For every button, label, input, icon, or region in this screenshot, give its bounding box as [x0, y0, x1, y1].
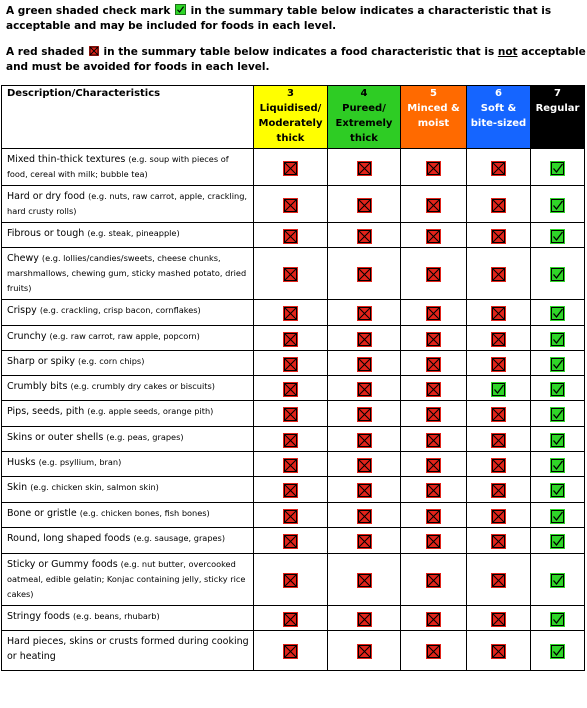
characteristic-name: Mixed thin-thick textures [7, 154, 129, 165]
characteristic-name: Hard or dry food [7, 191, 89, 202]
green-check-icon [550, 332, 565, 347]
green-check-icon [550, 612, 565, 627]
red-cross-icon [357, 161, 372, 176]
level-4-cell [328, 223, 401, 248]
red-cross-icon [426, 357, 441, 372]
red-cross-icon [491, 509, 506, 524]
level-6-cell [467, 631, 531, 671]
red-cross-icon [357, 509, 372, 524]
characteristic-description [2, 503, 254, 528]
table-row [2, 631, 585, 671]
level-5-cell [401, 503, 467, 528]
level-4-cell [328, 248, 401, 300]
table-row [2, 554, 585, 606]
level-3-cell [254, 401, 328, 427]
level-6-cell [467, 554, 531, 606]
intro-line-green [6, 4, 586, 34]
red-cross-icon [283, 612, 298, 627]
red-cross-icon [357, 332, 372, 347]
red-cross-icon [89, 46, 99, 56]
level-6-cell [467, 300, 531, 326]
characteristic-description [2, 477, 254, 503]
green-check-icon [550, 267, 565, 282]
red-cross-icon [357, 357, 372, 372]
green-check-icon [550, 407, 565, 422]
red-cross-icon [491, 483, 506, 498]
red-cross-icon [491, 458, 506, 473]
characteristic-name: Hard pieces, skins or crusts formed during cooking or heating [7, 636, 249, 662]
level-5-cell [401, 351, 467, 376]
characteristic-description [2, 248, 254, 300]
green-check-icon [550, 357, 565, 372]
table-row [2, 401, 585, 427]
red-cross-icon [283, 332, 298, 347]
header-level-5: 5 Minced & moist [401, 86, 467, 149]
level-4-cell [328, 452, 401, 477]
level-4-cell [328, 149, 401, 186]
characteristic-name: Crispy [7, 305, 40, 316]
red-cross-icon [426, 573, 441, 588]
characteristic-description [2, 149, 254, 186]
level-6-cell [467, 528, 531, 554]
red-cross-icon [357, 433, 372, 448]
level-3-cell [254, 223, 328, 248]
characteristic-examples: (e.g. steak, pineapple) [87, 228, 180, 238]
level-5-cell [401, 248, 467, 300]
red-cross-icon [426, 306, 441, 321]
characteristic-description [2, 554, 254, 606]
level-6-cell [467, 606, 531, 631]
red-cross-icon [283, 229, 298, 244]
green-check-icon [550, 382, 565, 397]
red-cross-icon [283, 458, 298, 473]
green-check-icon [550, 198, 565, 213]
level-5-cell [401, 452, 467, 477]
level-6-cell [467, 149, 531, 186]
level-5-cell [401, 326, 467, 351]
characteristic-name: Skin [7, 482, 31, 493]
red-cross-icon [357, 644, 372, 659]
red-cross-icon [357, 458, 372, 473]
level-4-cell [328, 631, 401, 671]
red-cross-icon [283, 161, 298, 176]
level-6-cell [467, 503, 531, 528]
level-6-cell [467, 401, 531, 427]
level-7-cell [531, 606, 585, 631]
red-cross-icon [426, 483, 441, 498]
red-cross-icon [491, 229, 506, 244]
characteristic-description [2, 528, 254, 554]
red-cross-icon [283, 534, 298, 549]
characteristic-examples: (e.g. raw carrot, raw apple, popcorn) [49, 331, 200, 341]
level-7-cell [531, 223, 585, 248]
level-4-cell [328, 528, 401, 554]
level-6-cell [467, 452, 531, 477]
level-6-cell [467, 376, 531, 401]
level-5-cell [401, 554, 467, 606]
red-cross-icon [426, 407, 441, 422]
level-3-cell [254, 503, 328, 528]
red-cross-icon [426, 458, 441, 473]
red-cross-icon [491, 612, 506, 627]
red-cross-icon [426, 534, 441, 549]
table-row [2, 326, 585, 351]
characteristic-description [2, 351, 254, 376]
level-5-cell [401, 528, 467, 554]
level-5-cell [401, 300, 467, 326]
red-cross-icon [357, 229, 372, 244]
characteristic-name: Stringy foods [7, 611, 73, 622]
red-cross-icon [491, 306, 506, 321]
green-check-icon [550, 458, 565, 473]
red-cross-icon [283, 483, 298, 498]
level-3-cell [254, 606, 328, 631]
level-7-cell [531, 376, 585, 401]
level-7-cell [531, 477, 585, 503]
characteristic-description [2, 427, 254, 452]
green-check-icon [550, 229, 565, 244]
green-check-icon [550, 433, 565, 448]
green-check-icon [550, 509, 565, 524]
red-cross-icon [357, 483, 372, 498]
red-cross-icon [283, 509, 298, 524]
level-7-cell [531, 503, 585, 528]
characteristic-examples: (e.g. crumbly dry cakes or biscuits) [70, 381, 215, 391]
table-row [2, 223, 585, 248]
level-5-cell [401, 427, 467, 452]
level-3-cell [254, 186, 328, 223]
characteristic-examples: (e.g. psyllium, bran) [38, 457, 122, 467]
level-7-cell [531, 300, 585, 326]
red-cross-icon [283, 573, 298, 588]
red-cross-icon [426, 198, 441, 213]
level-5-cell [401, 477, 467, 503]
characteristic-examples: (e.g. apple seeds, orange pith) [87, 406, 214, 416]
level-6-cell [467, 427, 531, 452]
level-4-cell [328, 477, 401, 503]
level-3-cell [254, 248, 328, 300]
level-7-cell [531, 248, 585, 300]
red-cross-icon [357, 534, 372, 549]
intro-line-red [6, 45, 586, 75]
table-row [2, 452, 585, 477]
table-row [2, 376, 585, 401]
characteristic-examples: (e.g. lollies/candies/sweets, cheese chunks, marshmallows, chewing gum, sticky mashed potato, dried fruits) [7, 253, 247, 293]
green-check-icon [550, 161, 565, 176]
table-row [2, 248, 585, 300]
characteristic-examples: (e.g. chicken bones, fish bones) [79, 508, 210, 518]
table-row [2, 300, 585, 326]
red-cross-icon [426, 161, 441, 176]
red-cross-icon [426, 332, 441, 347]
red-cross-icon [426, 267, 441, 282]
red-cross-icon [426, 644, 441, 659]
characteristic-description [2, 376, 254, 401]
characteristic-name: Sticky or Gummy foods [7, 559, 121, 570]
level-4-cell [328, 376, 401, 401]
table-row [2, 606, 585, 631]
level-5-cell [401, 186, 467, 223]
table-row [2, 186, 585, 223]
level-7-cell [531, 554, 585, 606]
green-check-icon [491, 382, 506, 397]
characteristic-examples: (e.g. beans, rhubarb) [72, 611, 160, 621]
level-3-cell [254, 149, 328, 186]
red-cross-icon [357, 612, 372, 627]
red-cross-icon [283, 382, 298, 397]
green-check-icon [550, 573, 565, 588]
characteristic-examples: (e.g. chicken skin, salmon skin) [30, 482, 159, 492]
red-cross-icon [283, 306, 298, 321]
level-4-cell [328, 351, 401, 376]
level-4-cell [328, 300, 401, 326]
red-cross-icon [426, 229, 441, 244]
red-cross-icon [283, 357, 298, 372]
header-row [2, 86, 585, 149]
intro-not: not [497, 46, 518, 58]
level-6-cell [467, 248, 531, 300]
table-row [2, 351, 585, 376]
header-description: Description/Characteristics [2, 86, 254, 149]
red-cross-icon [491, 198, 506, 213]
characteristic-description [2, 186, 254, 223]
level-3-cell [254, 351, 328, 376]
level-3-cell [254, 554, 328, 606]
intro-text: in the summary table below indicates a food characteristic that is [99, 46, 498, 58]
level-7-cell [531, 186, 585, 223]
characteristic-description [2, 452, 254, 477]
intro-text: in the summary table below indicates a characteristic that is acceptable and may be included for foods in each level. [6, 5, 552, 32]
level-3-cell [254, 528, 328, 554]
level-4-cell [328, 503, 401, 528]
level-3-cell [254, 326, 328, 351]
level-4-cell [328, 554, 401, 606]
characteristic-name: Crumbly bits [7, 381, 71, 392]
red-cross-icon [491, 267, 506, 282]
red-cross-icon [357, 267, 372, 282]
level-6-cell [467, 477, 531, 503]
table-row [2, 503, 585, 528]
intro-text: A green shaded check mark [6, 5, 174, 17]
red-cross-icon [283, 433, 298, 448]
red-cross-icon [426, 509, 441, 524]
level-4-cell [328, 186, 401, 223]
green-check-icon [550, 306, 565, 321]
level-3-cell [254, 427, 328, 452]
level-3-cell [254, 477, 328, 503]
summary-table [1, 85, 585, 671]
red-cross-icon [357, 382, 372, 397]
level-7-cell [531, 351, 585, 376]
intro-text: acceptable and must be avoided for foods in each level. [6, 46, 586, 73]
characteristic-description [2, 326, 254, 351]
red-cross-icon [283, 644, 298, 659]
characteristic-name: Chewy [7, 253, 42, 264]
level-5-cell [401, 631, 467, 671]
red-cross-icon [491, 332, 506, 347]
green-check-icon [550, 534, 565, 549]
table-row [2, 427, 585, 452]
level-4-cell [328, 606, 401, 631]
red-cross-icon [283, 198, 298, 213]
characteristic-examples: (e.g. corn chips) [78, 356, 145, 366]
level-3-cell [254, 631, 328, 671]
red-cross-icon [283, 407, 298, 422]
header-level-4: 4 Pureed/ Extremely thick [328, 86, 401, 149]
table-row [2, 477, 585, 503]
level-7-cell [531, 528, 585, 554]
characteristic-description [2, 223, 254, 248]
green-check-icon [550, 644, 565, 659]
red-cross-icon [426, 382, 441, 397]
header-level-6: 6 Soft & bite-sized [467, 86, 531, 149]
characteristic-examples: (e.g. nuts, raw carrot, apple, crackling, hard crusty rolls) [7, 191, 248, 216]
characteristic-examples: (e.g. crackling, crisp bacon, cornflakes) [39, 305, 201, 315]
characteristic-description [2, 300, 254, 326]
level-7-cell [531, 401, 585, 427]
red-cross-icon [357, 198, 372, 213]
level-5-cell [401, 606, 467, 631]
level-7-cell [531, 452, 585, 477]
characteristic-name: Crunchy [7, 331, 50, 342]
level-6-cell [467, 223, 531, 248]
characteristic-description [2, 631, 254, 671]
level-5-cell [401, 223, 467, 248]
red-cross-icon [491, 534, 506, 549]
red-cross-icon [357, 573, 372, 588]
level-4-cell [328, 401, 401, 427]
green-check-icon [175, 4, 186, 15]
level-3-cell [254, 376, 328, 401]
level-7-cell [531, 427, 585, 452]
red-cross-icon [491, 644, 506, 659]
characteristic-examples: (e.g. sausage, grapes) [133, 533, 226, 543]
characteristic-name: Pips, seeds, pith [7, 406, 88, 417]
level-5-cell [401, 149, 467, 186]
characteristic-description [2, 606, 254, 631]
characteristic-examples: (e.g. soup with pieces of food, cereal with milk; bubble tea) [7, 154, 229, 179]
level-6-cell [467, 351, 531, 376]
level-3-cell [254, 452, 328, 477]
characteristic-examples: (e.g. nut butter, overcooked oatmeal, edible gelatin; Konjac containing jelly, sticky rice cakes) [7, 559, 246, 599]
red-cross-icon [491, 433, 506, 448]
level-6-cell [467, 326, 531, 351]
level-4-cell [328, 427, 401, 452]
red-cross-icon [357, 306, 372, 321]
characteristic-name: Skins or outer shells [7, 432, 107, 443]
red-cross-icon [283, 267, 298, 282]
characteristic-name: Bone or gristle [7, 508, 80, 519]
characteristic-name: Fibrous or tough [7, 228, 88, 239]
characteristic-description [2, 401, 254, 427]
level-7-cell [531, 149, 585, 186]
red-cross-icon [491, 161, 506, 176]
intro-text: A red shaded [6, 46, 88, 58]
red-cross-icon [491, 573, 506, 588]
red-cross-icon [491, 357, 506, 372]
level-3-cell [254, 300, 328, 326]
characteristic-name: Round, long shaped foods [7, 533, 134, 544]
red-cross-icon [426, 612, 441, 627]
level-5-cell [401, 376, 467, 401]
header-level-3: 3 Liquidised/ Moderately thick [254, 86, 328, 149]
table-row [2, 149, 585, 186]
level-4-cell [328, 326, 401, 351]
characteristic-name: Sharp or spiky [7, 356, 78, 367]
table-row [2, 528, 585, 554]
green-check-icon [550, 483, 565, 498]
characteristic-examples: (e.g. peas, grapes) [106, 432, 184, 442]
red-cross-icon [491, 407, 506, 422]
red-cross-icon [426, 433, 441, 448]
level-7-cell [531, 631, 585, 671]
level-6-cell [467, 186, 531, 223]
characteristic-name: Husks [7, 457, 39, 468]
level-7-cell [531, 326, 585, 351]
level-5-cell [401, 401, 467, 427]
red-cross-icon [357, 407, 372, 422]
header-level-7: 7 Regular [531, 86, 585, 149]
